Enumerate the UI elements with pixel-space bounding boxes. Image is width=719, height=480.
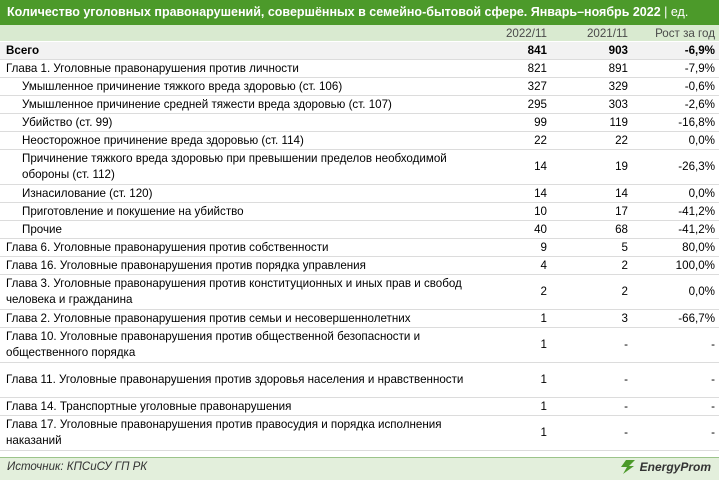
- value-2022: 99: [470, 114, 551, 132]
- value-2021: 19: [551, 150, 632, 185]
- table-title-bar: [0, 0, 719, 25]
- table-row: [0, 363, 719, 398]
- column-header-row: [0, 25, 719, 42]
- growth-value: -6,9%: [632, 42, 719, 60]
- crime-statistics-table: [0, 25, 719, 451]
- value-2021: 17: [551, 203, 632, 221]
- value-2022: 1: [470, 398, 551, 416]
- table-row: [0, 185, 719, 203]
- source-note: Источник: КПСиСУ ГП РК: [7, 461, 148, 473]
- brand-name: EnergyProm: [639, 460, 711, 474]
- value-2022: 841: [470, 42, 551, 60]
- table-row: [0, 275, 719, 310]
- value-2021: 5: [551, 239, 632, 257]
- brand-logo: [619, 460, 711, 474]
- growth-value: -0,6%: [632, 78, 719, 96]
- value-2022: 1: [470, 328, 551, 363]
- value-2022: 40: [470, 221, 551, 239]
- row-label: Убийство (ст. 99): [0, 114, 470, 132]
- row-label: Глава 14. Транспортные уголовные правонарушения: [0, 398, 470, 416]
- value-2021: 119: [551, 114, 632, 132]
- row-label: Глава 11. Уголовные правонарушения против здоровья населения и нравственности: [0, 363, 470, 398]
- row-label: Неосторожное причинение вреда здоровью (ст. 114): [0, 132, 470, 150]
- row-label: Глава 6. Уголовные правонарушения против собственности: [0, 239, 470, 257]
- value-2021: 14: [551, 185, 632, 203]
- growth-value: -2,6%: [632, 96, 719, 114]
- unit-label: | ед.: [664, 5, 689, 19]
- row-label: Умышленное причинение средней тяжести вреда здоровью (ст. 107): [0, 96, 470, 114]
- value-2022: 1: [470, 363, 551, 398]
- row-label: Всего: [0, 42, 470, 60]
- table-row: [0, 328, 719, 363]
- growth-value: 0,0%: [632, 275, 719, 310]
- row-label: Прочие: [0, 221, 470, 239]
- row-label: Глава 17. Уголовные правонарушения против правосудия и порядка исполнения наказаний: [0, 416, 470, 451]
- value-2022: 14: [470, 185, 551, 203]
- value-2022: 821: [470, 60, 551, 78]
- value-2022: 10: [470, 203, 551, 221]
- growth-value: -26,3%: [632, 150, 719, 185]
- growth-value: -41,2%: [632, 203, 719, 221]
- growth-value: -16,8%: [632, 114, 719, 132]
- value-2022: 9: [470, 239, 551, 257]
- table-row: [0, 310, 719, 328]
- table-row: [0, 239, 719, 257]
- value-2022: 22: [470, 132, 551, 150]
- growth-value: -: [632, 363, 719, 398]
- table-row: [0, 150, 719, 185]
- table-row: [0, 398, 719, 416]
- growth-value: 0,0%: [632, 132, 719, 150]
- row-label: Глава 10. Уголовные правонарушения против общественной безопасности и общественного порядка: [0, 328, 470, 363]
- value-2021: 22: [551, 132, 632, 150]
- table-body: [0, 42, 719, 451]
- table-title: Количество уголовных правонарушений, совершённых в семейно-бытовой сфере. Январь–ноябрь 2022: [7, 5, 661, 19]
- growth-value: -7,9%: [632, 60, 719, 78]
- growth-value: -: [632, 416, 719, 451]
- value-2021: 303: [551, 96, 632, 114]
- value-2021: 891: [551, 60, 632, 78]
- value-2021: 2: [551, 275, 632, 310]
- table-row: [0, 203, 719, 221]
- table-row: [0, 96, 719, 114]
- value-2021: 2: [551, 257, 632, 275]
- value-2022: 4: [470, 257, 551, 275]
- value-2022: 14: [470, 150, 551, 185]
- row-label: Приготовление и покушение на убийство: [0, 203, 470, 221]
- row-label: Глава 1. Уголовные правонарушения против личности: [0, 60, 470, 78]
- footer: [0, 457, 719, 480]
- column-header-category: [0, 25, 470, 42]
- value-2021: -: [551, 328, 632, 363]
- lightning-icon: [619, 460, 637, 474]
- value-2021: 903: [551, 42, 632, 60]
- row-label: Причинение тяжкого вреда здоровью при превышении пределов необходимой обороны (ст. 112): [0, 150, 470, 185]
- growth-value: -: [632, 328, 719, 363]
- table-row: [0, 114, 719, 132]
- growth-value: -41,2%: [632, 221, 719, 239]
- growth-value: 100,0%: [632, 257, 719, 275]
- table-row: [0, 78, 719, 96]
- growth-value: 0,0%: [632, 185, 719, 203]
- value-2021: -: [551, 398, 632, 416]
- value-2021: -: [551, 363, 632, 398]
- value-2021: 329: [551, 78, 632, 96]
- table-row: [0, 132, 719, 150]
- row-label: Глава 3. Уголовные правонарушения против конституционных и иных прав и свобод человека и гражданина: [0, 275, 470, 310]
- row-label: Изнасилование (ст. 120): [0, 185, 470, 203]
- value-2022: 2: [470, 275, 551, 310]
- row-label: Глава 16. Уголовные правонарушения против порядка управления: [0, 257, 470, 275]
- value-2021: -: [551, 416, 632, 451]
- column-header-2022: 2022/11: [470, 25, 551, 42]
- row-label: Умышленное причинение тяжкого вреда здоровью (ст. 106): [0, 78, 470, 96]
- value-2021: 3: [551, 310, 632, 328]
- value-2022: 295: [470, 96, 551, 114]
- column-header-2021: 2021/11: [551, 25, 632, 42]
- growth-value: -: [632, 398, 719, 416]
- value-2021: 68: [551, 221, 632, 239]
- table-row: [0, 257, 719, 275]
- column-header-growth: Рост за год: [632, 25, 719, 42]
- value-2022: 327: [470, 78, 551, 96]
- growth-value: 80,0%: [632, 239, 719, 257]
- table-row: [0, 221, 719, 239]
- value-2022: 1: [470, 310, 551, 328]
- table-row: [0, 60, 719, 78]
- table-row: [0, 42, 719, 60]
- row-label: Глава 2. Уголовные правонарушения против семьи и несовершеннолетних: [0, 310, 470, 328]
- value-2022: 1: [470, 416, 551, 451]
- growth-value: -66,7%: [632, 310, 719, 328]
- table-row: [0, 416, 719, 451]
